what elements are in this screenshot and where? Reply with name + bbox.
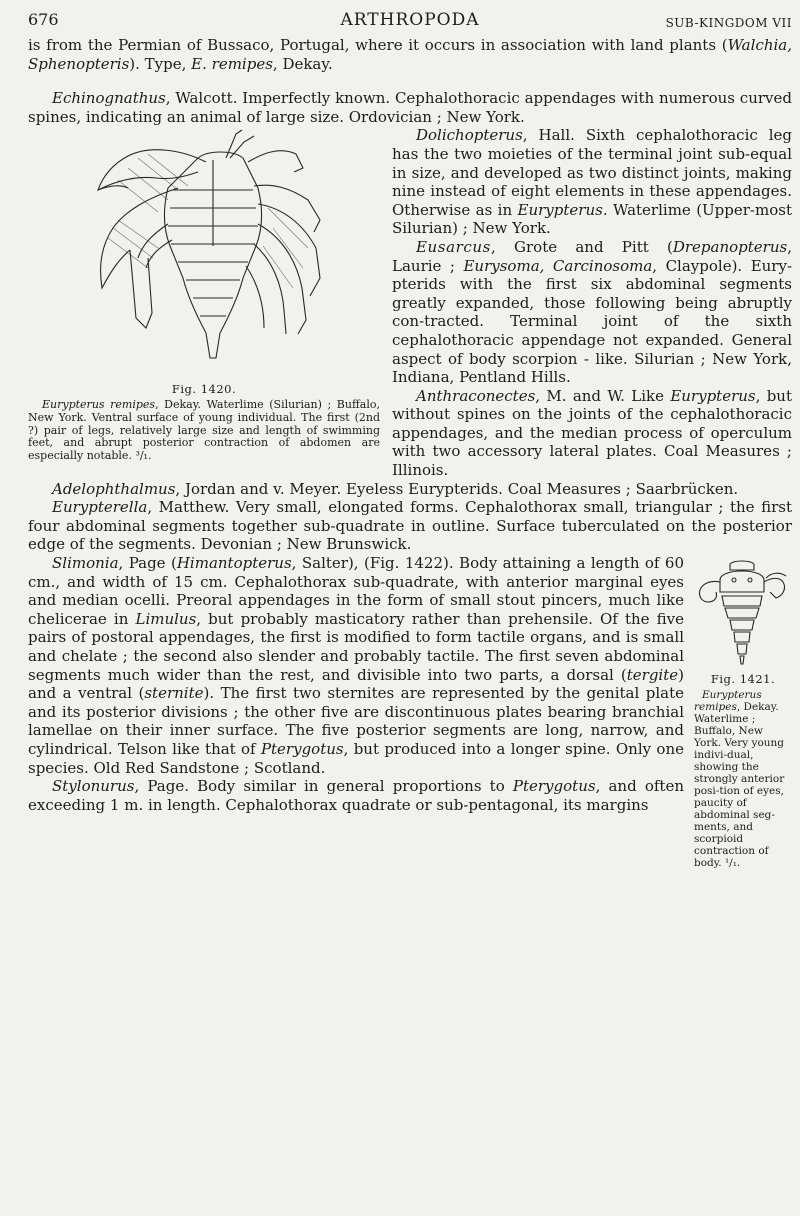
entry-eurypterella: Eurypterella, Matthew. Very small, elongated forms. Cephalothorax small, triangular ; the first four abdominal segments together sub-quadrate in outline. Surface tuberculated on the posterior edge of the segments. Devonian ; New Brunswick. (28, 498, 792, 554)
genus-name: Dolichopterus (416, 126, 523, 145)
genus-name: Echinognathus (52, 89, 166, 108)
entry-dolichopterus: Dolichopterus, Hall. Sixth cephalothoracic leg has the two moieties of the terminal joint sub-equal in size, and developed as two distinct joints, making nine instead of eight elements in these appendages. Otherwise as in Eurypterus. Waterlime (Upper-most Silurian) ; New York. (392, 126, 792, 238)
eurypterus-young-illustration (694, 558, 790, 670)
entry-anthraconectes: Anthraconectes, M. and W. Like Eurypterus, but without spines on the joints of the cephalothoracic appendages, and the median process of operculum with two accessory lateral plates. Coal Measures ; Illinois. (392, 386, 792, 480)
figure-1421-caption: Eurypterus remipes, Dekay. Waterlime ; Buffalo, New York. Very young indivi-dual, showing the strongly anterior posi-tion of eyes, paucity of abdominal seg-ments, and scorpioid contraction of body. ¹/₁. (694, 689, 785, 870)
genus-name: Eurypterella (52, 498, 148, 517)
entry-slimonia: Slimonia, Page (Himantopterus, Salter), (Fig. 1422). Body attaining a length of 60 cm., and width of 15 cm. Cephalothorax sub-quadrate, with anterior marginal eyes and median ocelli. Preoral appendages in the form of small stout pincers, much like chelicerae in Limulus, but probably masticatory rather than prehensile. Of the five pairs of postoral appendages, the first is modified to form tactile organs, and is small and chelate ; the second also slender and probably tactile. The first seven abdominal segments much wider than the rest, and divisible into two parts, a dorsal (tergite) and a ventral (sternite). The first two sternites are represented by the genital plate and its posterior divisions ; the other five are discontinuous plates bearing branchial lamellae on their inner surface. The five posterior segments are long, narrow, and cylindrical. Telson like that of Pterygotus, but produced into a longer spine. Only one species. Old Red Sandstone ; Scotland. (28, 554, 684, 777)
genus-name: Slimonia (52, 554, 119, 573)
section-label: SUB-KINGDOM VII (665, 16, 792, 30)
genus-name: Anthraconectes (416, 386, 536, 405)
entry-eusarcus: Eusarcus, Grote and Pitt (Drepanopterus, Laurie ; Eurysoma, Carcinosoma, Claypole). Eury-pterids with the first six abdominal segments greatly expanded, those following being abruptly con-tracted. Terminal joint of the sixth cephalothoracic appendage not expanded. General aspect of body scorpion - like. Silurian ; New York, Indiana, Pentland Hills. (392, 237, 793, 387)
entry-stylonurus: Stylonurus, Page. Body similar in general proportions to Pterygotus, and often exceeding 1 m. in length. Cephalothorax quadrate or sub-pentagonal, its margins (28, 777, 684, 814)
intro-paragraph: is from the Permian of Bussaco, Portugal, where it occurs in association with land plants (Walchia, Sphenopteris). Type, E. remipes, Dekay. (28, 36, 792, 73)
entry-adelophthalmus: Adelophthalmus, Jordan and v. Meyer. Eyeless Eurypterids. Coal Measures ; Saarbrücken. (52, 479, 739, 498)
figure-1420-caption: Eurypterus remipes, Dekay. Waterlime (Silurian) ; Buffalo, New York. Ventral surface of young individual. The first (2nd ?) pair of legs, relatively large size and length of swimming feet, and abrupt posterior contraction of abdomen are especially notable. ³/₁. (28, 398, 380, 462)
figure-1421-label: Fig. 1421. (710, 672, 776, 687)
page (28, 10, 792, 871)
eurypterus-ventral-illustration (58, 128, 368, 380)
running-header (28, 10, 792, 36)
genus-name: Stylonurus (52, 777, 135, 796)
entry-echinognathus: Echinognathus, Walcott. Imperfectly known. Cephalothoracic appendages with numerous curved spines, indicating an animal of large size. Ordovician ; New York. (28, 89, 792, 126)
figure-1420-label: Fig. 1420. (171, 382, 237, 397)
running-title: ARTHROPODA (340, 10, 480, 30)
genus-name: Adelophthalmus (52, 479, 176, 498)
figure-1420 (28, 128, 380, 462)
figure-1421 (694, 558, 792, 869)
page-number: 676 (28, 10, 59, 29)
spacer (28, 73, 792, 89)
genus-name: Eusarcus (416, 237, 491, 256)
